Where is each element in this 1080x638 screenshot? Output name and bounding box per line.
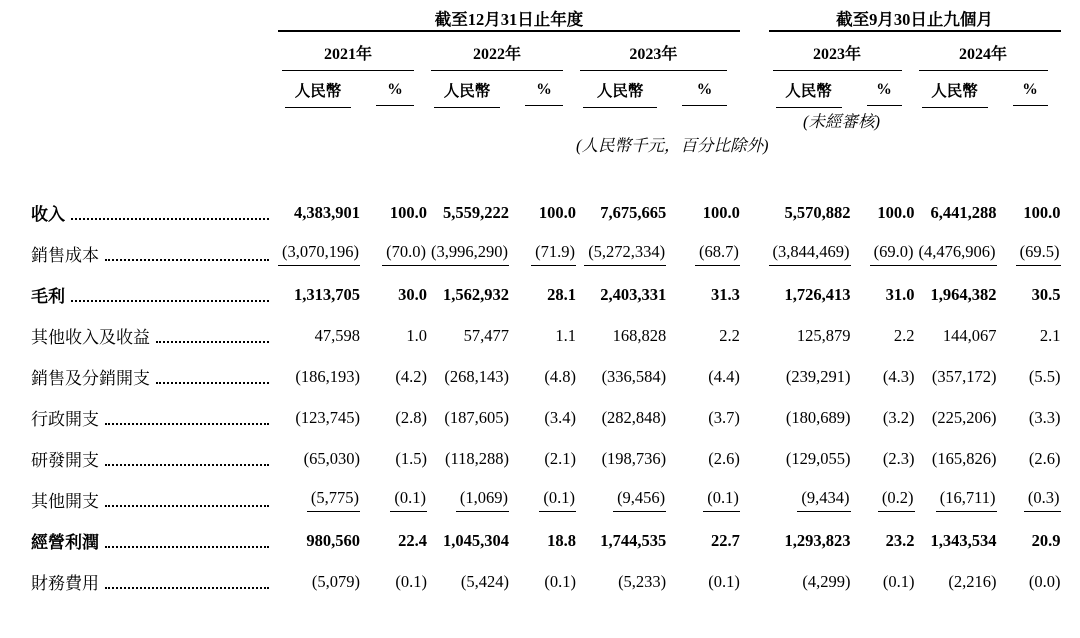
percent-value-cell: 28.1 (547, 284, 576, 304)
rmb-value-cell: (123,745) (295, 407, 360, 427)
rmb-value-cell: (165,826) (931, 448, 997, 468)
percent-value-cell: 2.1 (1039, 325, 1061, 345)
percent-value-cell: 1.1 (555, 325, 576, 345)
rmb-value-cell: (65,030) (303, 448, 360, 468)
percent-value-cell: (2.6) (1028, 448, 1061, 468)
percent-value-cell (360, 479, 427, 520)
percent-value-cell: (4.4) (708, 366, 740, 386)
rmb-value-cell: (118,288) (444, 448, 509, 468)
dot-leader (105, 423, 269, 425)
rmb-value-cell: 1,726,413 (784, 284, 851, 304)
percent-value-cell: 30.5 (1031, 284, 1061, 304)
section-spacer (740, 274, 769, 315)
row-label (30, 200, 278, 225)
percent-value-cell: 2.2 (719, 325, 740, 345)
row-label-cell (30, 233, 278, 274)
rmb-value-cell: 5,570,882 (784, 202, 851, 222)
percent-value-cell (360, 233, 427, 274)
rmb-value-cell: 1,313,705 (294, 284, 360, 304)
row-label-cell (30, 397, 278, 438)
ruled-value: (0.1) (703, 488, 740, 512)
dot-leader (156, 382, 269, 384)
percent-value-cell: (4.8) (544, 366, 576, 386)
ruled-value: (3,070,196) (278, 242, 360, 266)
ruled-value: (0.2) (878, 488, 915, 512)
year-column-2022 (427, 31, 576, 71)
ruled-value: (68.7) (695, 242, 740, 266)
rmb-value-cell: 1,045,304 (443, 530, 509, 550)
row-label-cell (30, 356, 278, 397)
row-label (30, 569, 278, 594)
row-label-text: 其他收入及收益 (31, 328, 150, 347)
rmb-value-cell: 1,744,535 (600, 530, 667, 550)
section-spacer (740, 315, 769, 356)
section-spacer (740, 397, 769, 438)
ruled-value: (71.9) (531, 242, 576, 266)
financial-table (30, 6, 1061, 602)
percent-value-cell: 100.0 (702, 202, 740, 222)
units-row (30, 132, 1061, 156)
percent-value-cell: (2.6) (708, 448, 740, 468)
header-spacer (740, 31, 769, 71)
rmb-value-cell: 2,403,331 (600, 284, 667, 304)
header-empty-cell (30, 71, 278, 108)
header-subcol-row (30, 71, 1061, 108)
year-label: 2023年 (580, 32, 727, 71)
ruled-value: (3,844,469) (769, 242, 851, 266)
unaudited-note: (未經審核) (803, 112, 880, 131)
rmb-value-cell (278, 233, 360, 274)
rmb-value-cell: (5,079) (311, 571, 360, 591)
table-row (30, 520, 1061, 561)
percent-value-cell (666, 233, 740, 274)
percent-value-cell: (4.2) (395, 366, 427, 386)
percent-value-cell: 100.0 (538, 202, 576, 222)
ruled-value: (69.5) (1016, 242, 1061, 266)
percent-value-cell: 22.7 (711, 530, 740, 550)
percent-value-cell: 100.0 (877, 202, 915, 222)
table-row (30, 274, 1061, 315)
percent-value-cell: (0.1) (882, 571, 915, 591)
percent-value-cell (509, 479, 576, 520)
rmb-value-cell: 1,562,932 (443, 284, 509, 304)
rmb-value-cell: (186,193) (295, 366, 360, 386)
header-ninemonth-period: 截至9月30日止九個月 (769, 6, 1061, 31)
percent-value-cell (997, 479, 1061, 520)
table-row (30, 233, 1061, 274)
percent-value-cell: 31.0 (885, 284, 915, 304)
rmb-value-cell: (5,424) (460, 571, 509, 591)
dot-leader (105, 587, 269, 589)
rmb-value-cell (576, 479, 666, 520)
rmb-value-cell: 6,441,288 (930, 202, 997, 222)
year-column-2023 (576, 31, 740, 71)
percent-value-cell: 1.0 (406, 325, 427, 345)
year-column-9m2023 (769, 31, 915, 71)
unaudited-row (30, 108, 1061, 132)
rmb-value-cell: 47,598 (314, 325, 360, 345)
rmb-value-cell: (2,216) (948, 571, 997, 591)
percent-value-cell: 20.9 (1031, 530, 1061, 550)
percent-value-cell: (3.7) (708, 407, 740, 427)
percent-value-cell: 100.0 (389, 202, 427, 222)
row-label-cell (30, 479, 278, 520)
rmb-column-label: 人民幣 (776, 71, 842, 108)
rmb-value-cell: (180,689) (785, 407, 851, 427)
row-label-cell (30, 274, 278, 315)
table-row (30, 315, 1061, 356)
year-label: 2021年 (282, 32, 414, 71)
row-label (30, 323, 278, 348)
rmb-value-cell (915, 233, 997, 274)
rmb-value-cell (576, 233, 666, 274)
rmb-column-label: 人民幣 (583, 71, 657, 108)
rmb-value-cell: (239,291) (785, 366, 851, 386)
table-row (30, 438, 1061, 479)
percent-column-label: % (376, 73, 414, 106)
row-label (30, 487, 278, 512)
rmb-value-cell: 125,879 (796, 325, 851, 345)
header-spacer (740, 6, 769, 31)
section-spacer (740, 356, 769, 397)
rmb-value-cell (427, 479, 509, 520)
table-row (30, 479, 1061, 520)
row-label (30, 528, 278, 553)
percent-value-cell: (2.1) (544, 448, 576, 468)
table-row (30, 561, 1061, 602)
rmb-value-cell: (357,172) (931, 366, 997, 386)
year-label: 2024年 (919, 32, 1048, 71)
table-row (30, 397, 1061, 438)
percent-column-label: % (525, 73, 563, 106)
percent-value-cell: (3.2) (882, 407, 915, 427)
rmb-value-cell (278, 479, 360, 520)
section-spacer (740, 561, 769, 602)
year-label: 2023年 (773, 32, 902, 71)
ruled-value: (9,434) (797, 488, 850, 512)
dot-leader (105, 259, 269, 261)
header-year-row (30, 31, 1061, 71)
rmb-value-cell: (5,233) (618, 571, 667, 591)
percent-value-cell (851, 479, 915, 520)
header-empty-cell (30, 31, 278, 71)
percent-value-cell: 18.8 (547, 530, 576, 550)
row-label-cell (30, 438, 278, 479)
year-column-9m2024 (915, 31, 1061, 71)
row-label-text: 經營利潤 (31, 533, 99, 552)
row-label-cell (30, 192, 278, 233)
header-group-row (30, 6, 1061, 31)
header-empty-cell (30, 6, 278, 31)
rmb-column-label: 人民幣 (922, 71, 988, 108)
row-label-text: 毛利 (31, 287, 65, 306)
dot-leader (71, 218, 269, 220)
ruled-value: (70.0) (382, 242, 427, 266)
rmb-value-cell: (225,206) (931, 407, 997, 427)
rmb-value-cell: (198,736) (601, 448, 667, 468)
rmb-value-cell: (336,584) (601, 366, 667, 386)
percent-value-cell (666, 479, 740, 520)
rmb-value-cell: (4,299) (802, 571, 851, 591)
percent-value-cell: (3.3) (1028, 407, 1061, 427)
percent-value-cell: 22.4 (398, 530, 427, 550)
ruled-value: (16,711) (936, 488, 997, 512)
dot-leader (156, 341, 269, 343)
dot-leader (71, 300, 269, 302)
row-label-cell (30, 315, 278, 356)
header-annual-period: 截至12月31日止年度 (278, 6, 740, 31)
units-note: (人民幣千元，百分比除外) (576, 136, 769, 155)
section-spacer (740, 438, 769, 479)
row-label-text: 銷售及分銷開支 (31, 369, 150, 388)
rmb-column-label: 人民幣 (285, 71, 351, 108)
row-label-cell (30, 561, 278, 602)
row-label-text: 銷售成本 (31, 246, 99, 265)
row-label (30, 282, 278, 307)
row-label (30, 241, 278, 266)
dot-leader (105, 546, 269, 548)
ruled-value: (9,456) (613, 488, 666, 512)
year-label: 2022年 (431, 32, 563, 71)
percent-column-label: % (682, 73, 727, 106)
ruled-value: (69.0) (870, 242, 915, 266)
section-spacer (740, 233, 769, 274)
rmb-value-cell: (187,605) (444, 407, 509, 427)
percent-value-cell: (5.5) (1028, 366, 1061, 386)
row-label-text: 財務費用 (31, 574, 99, 593)
dot-leader (105, 505, 269, 507)
year-column-2021 (278, 31, 427, 71)
percent-value-cell: 30.0 (398, 284, 427, 304)
rmb-value-cell: 1,343,534 (930, 530, 997, 550)
percent-column-label: % (867, 73, 902, 106)
row-label (30, 405, 278, 430)
percent-value-cell: (0.1) (544, 571, 576, 591)
table-row (30, 356, 1061, 397)
section-spacer (740, 479, 769, 520)
section-spacer (740, 192, 769, 233)
row-label (30, 364, 278, 389)
ruled-value: (0.1) (539, 488, 576, 512)
header-body-gap (30, 156, 1061, 192)
rmb-column-label: 人民幣 (434, 71, 500, 108)
row-label-cell (30, 520, 278, 561)
rmb-value-cell: (129,055) (785, 448, 851, 468)
percent-value-cell (997, 233, 1061, 274)
rmb-value-cell (915, 479, 997, 520)
percent-value-cell: (4.3) (882, 366, 915, 386)
rmb-value-cell: 1,964,382 (930, 284, 997, 304)
ruled-value: (5,775) (307, 488, 360, 512)
percent-value-cell: (1.5) (395, 448, 427, 468)
row-label (30, 446, 278, 471)
percent-value-cell (509, 233, 576, 274)
percent-value-cell: (0.1) (708, 571, 740, 591)
ruled-value: (5,272,334) (584, 242, 666, 266)
table-row (30, 192, 1061, 233)
percent-value-cell: 100.0 (1023, 202, 1061, 222)
percent-value-cell (851, 233, 915, 274)
section-spacer (740, 520, 769, 561)
percent-value-cell: (0.0) (1028, 571, 1061, 591)
ruled-value: (0.1) (390, 488, 427, 512)
row-label-text: 研發開支 (31, 451, 99, 470)
percent-value-cell: 23.2 (885, 530, 915, 550)
percent-value-cell: (2.8) (395, 407, 427, 427)
rmb-value-cell: 57,477 (463, 325, 509, 345)
ruled-value: (1,069) (456, 488, 509, 512)
percent-value-cell: (0.1) (395, 571, 427, 591)
rmb-value-cell: 144,067 (942, 325, 997, 345)
percent-column-label: % (1013, 73, 1048, 106)
rmb-value-cell: 168,828 (612, 325, 667, 345)
rmb-value-cell: 1,293,823 (784, 530, 851, 550)
percent-value-cell: (3.4) (544, 407, 576, 427)
ruled-value: (4,476,906) (915, 242, 997, 266)
ruled-value: (0.3) (1024, 488, 1061, 512)
ruled-value: (3,996,290) (427, 242, 509, 266)
rmb-value-cell: (282,848) (601, 407, 667, 427)
rmb-value-cell (769, 479, 851, 520)
percent-value-cell: 31.3 (711, 284, 740, 304)
percent-value-cell: (2.3) (882, 448, 915, 468)
dot-leader (105, 464, 269, 466)
rmb-value-cell (769, 233, 851, 274)
rmb-value-cell: (268,143) (444, 366, 509, 386)
header-spacer (740, 71, 769, 108)
rmb-value-cell (427, 233, 509, 274)
row-label-text: 行政開支 (31, 410, 99, 429)
rmb-value-cell: 980,560 (306, 530, 360, 550)
percent-value-cell: 2.2 (893, 325, 915, 345)
rmb-value-cell: 7,675,665 (600, 202, 667, 222)
row-label-text: 收入 (31, 205, 65, 224)
rmb-value-cell: 5,559,222 (443, 202, 509, 222)
rmb-value-cell: 4,383,901 (294, 202, 360, 222)
row-label-text: 其他開支 (31, 492, 99, 511)
